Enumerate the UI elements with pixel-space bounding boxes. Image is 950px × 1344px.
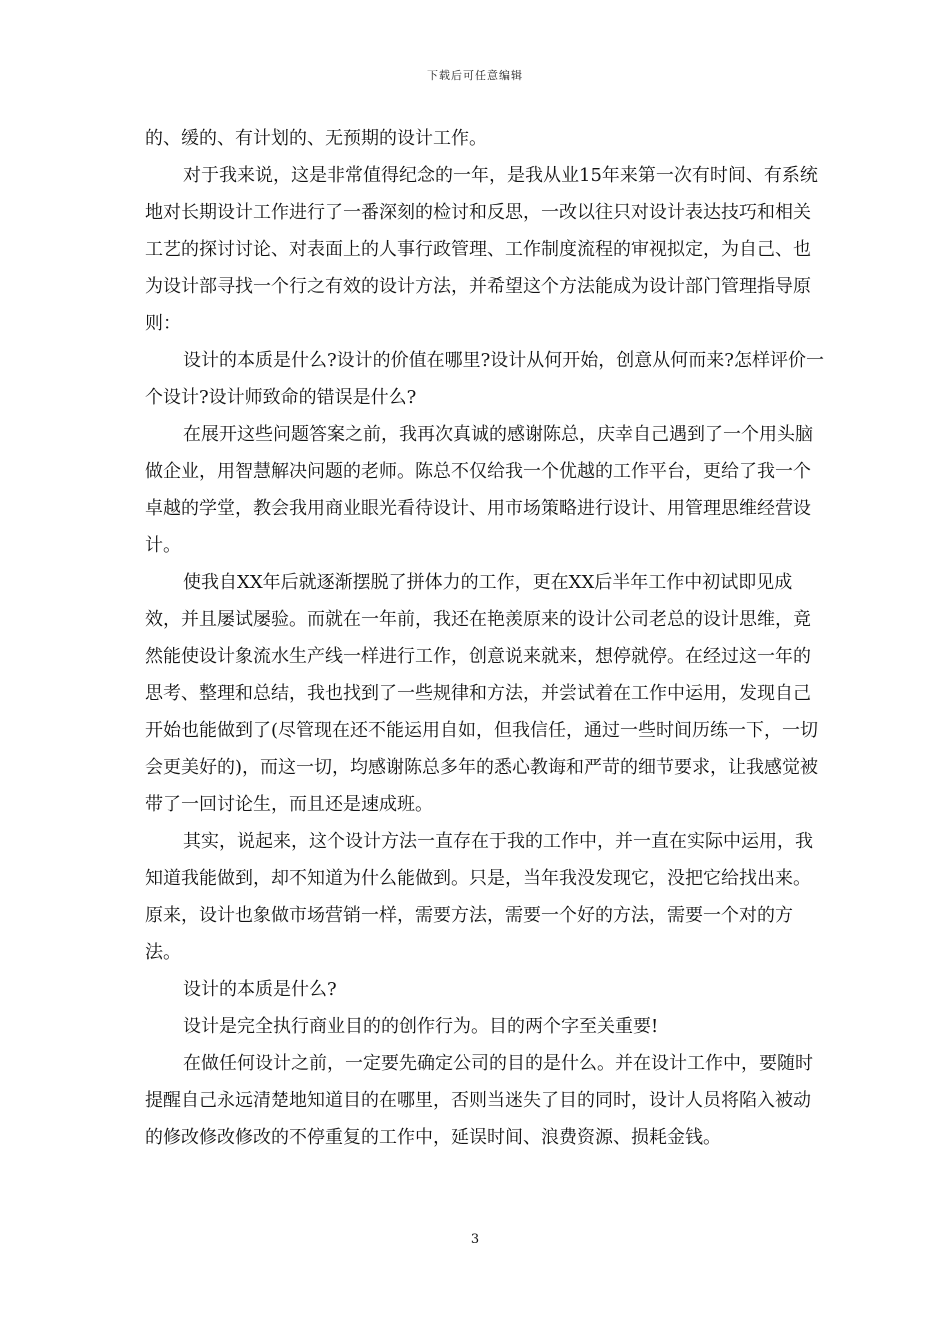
- paragraph: 在展开这些问题答案之前，我再次真诚的感谢陈总，庆幸自己遇到了一个用头脑做企业，用智慧解决问题的老师。陈总不仅给我一个优越的工作平台，更给了我一个卓越的学堂，教会我用商业眼光看待设计、用市场策略进行设计、用管理思维经营设计。: [145, 424, 813, 556]
- paragraph: 使我自XX年后就逐渐摆脱了拼体力的工作，更在XX后半年工作中初试即见成效，并且屡试屡验。而就在一年前，我还在艳羡原来的设计公司老总的设计思维，竟然能使设计象流水生产线一样进行工作，创意说来就来，想停就停。在经过这一年的思考、整理和总结，我也找到了一些规律和方法，并尝试着在工作中运用，发现自己开始也能做到了(尽管现在还不能运用自如，但我信任，通过一些时间历练一下，一切会更美好的)，而这一切，均感谢陈总多年的悉心教诲和严苛的细节要求，让我感觉被带了一回讨论生，而且还是速成班。: [145, 572, 819, 815]
- header-note: 下载后可任意编辑: [427, 69, 523, 82]
- paragraph: 其实，说起来，这个设计方法一直存在于我的工作中，并一直在实际中运用，我知道我能做到，却不知道为什么能做到。只是，当年我没发现它，没把它给找出来。原来，设计也象做市场营销一样，需要方法，需要一个好的方法，需要一个对的方法。: [145, 831, 813, 963]
- paragraph: 在做任何设计之前，一定要先确定公司的目的是什么。并在设计工作中，要随时提醒自己永远清楚地知道目的在哪里，否则当迷失了目的同时，设计人员将陷入被动的修改修改修改的不停重复的工作中，延误时间、浪费资源、损耗金钱。: [145, 1053, 813, 1148]
- paragraph: 对于我来说，这是非常值得纪念的一年，是我从业15年来第一次有时间、有系统地对长期设计工作进行了一番深刻的检讨和反思，一改以往只对设计表达技巧和相关工艺的探讨讨论、对表面上的人事行政管理、工作制度流程的审视拟定，为自己、也为设计部寻找一个行之有效的设计方法，并希望这个方法能成为设计部门管理指导原则：: [145, 165, 818, 334]
- page-number: 3: [470, 1232, 480, 1247]
- document-body: [145, 120, 825, 1156]
- section-question: 设计的本质是什么?: [183, 979, 337, 1000]
- paragraph: 设计是完全执行商业目的的创作行为。目的两个字至关重要!: [183, 1016, 659, 1037]
- paragraph: 设计的本质是什么?设计的价值在哪里?设计从何开始，创意从何而来?怎样评价一个设计?设计师致命的错误是什么?: [145, 350, 824, 408]
- paragraph-continuation: 的、缓的、有计划的、无预期的设计工作。: [145, 128, 487, 149]
